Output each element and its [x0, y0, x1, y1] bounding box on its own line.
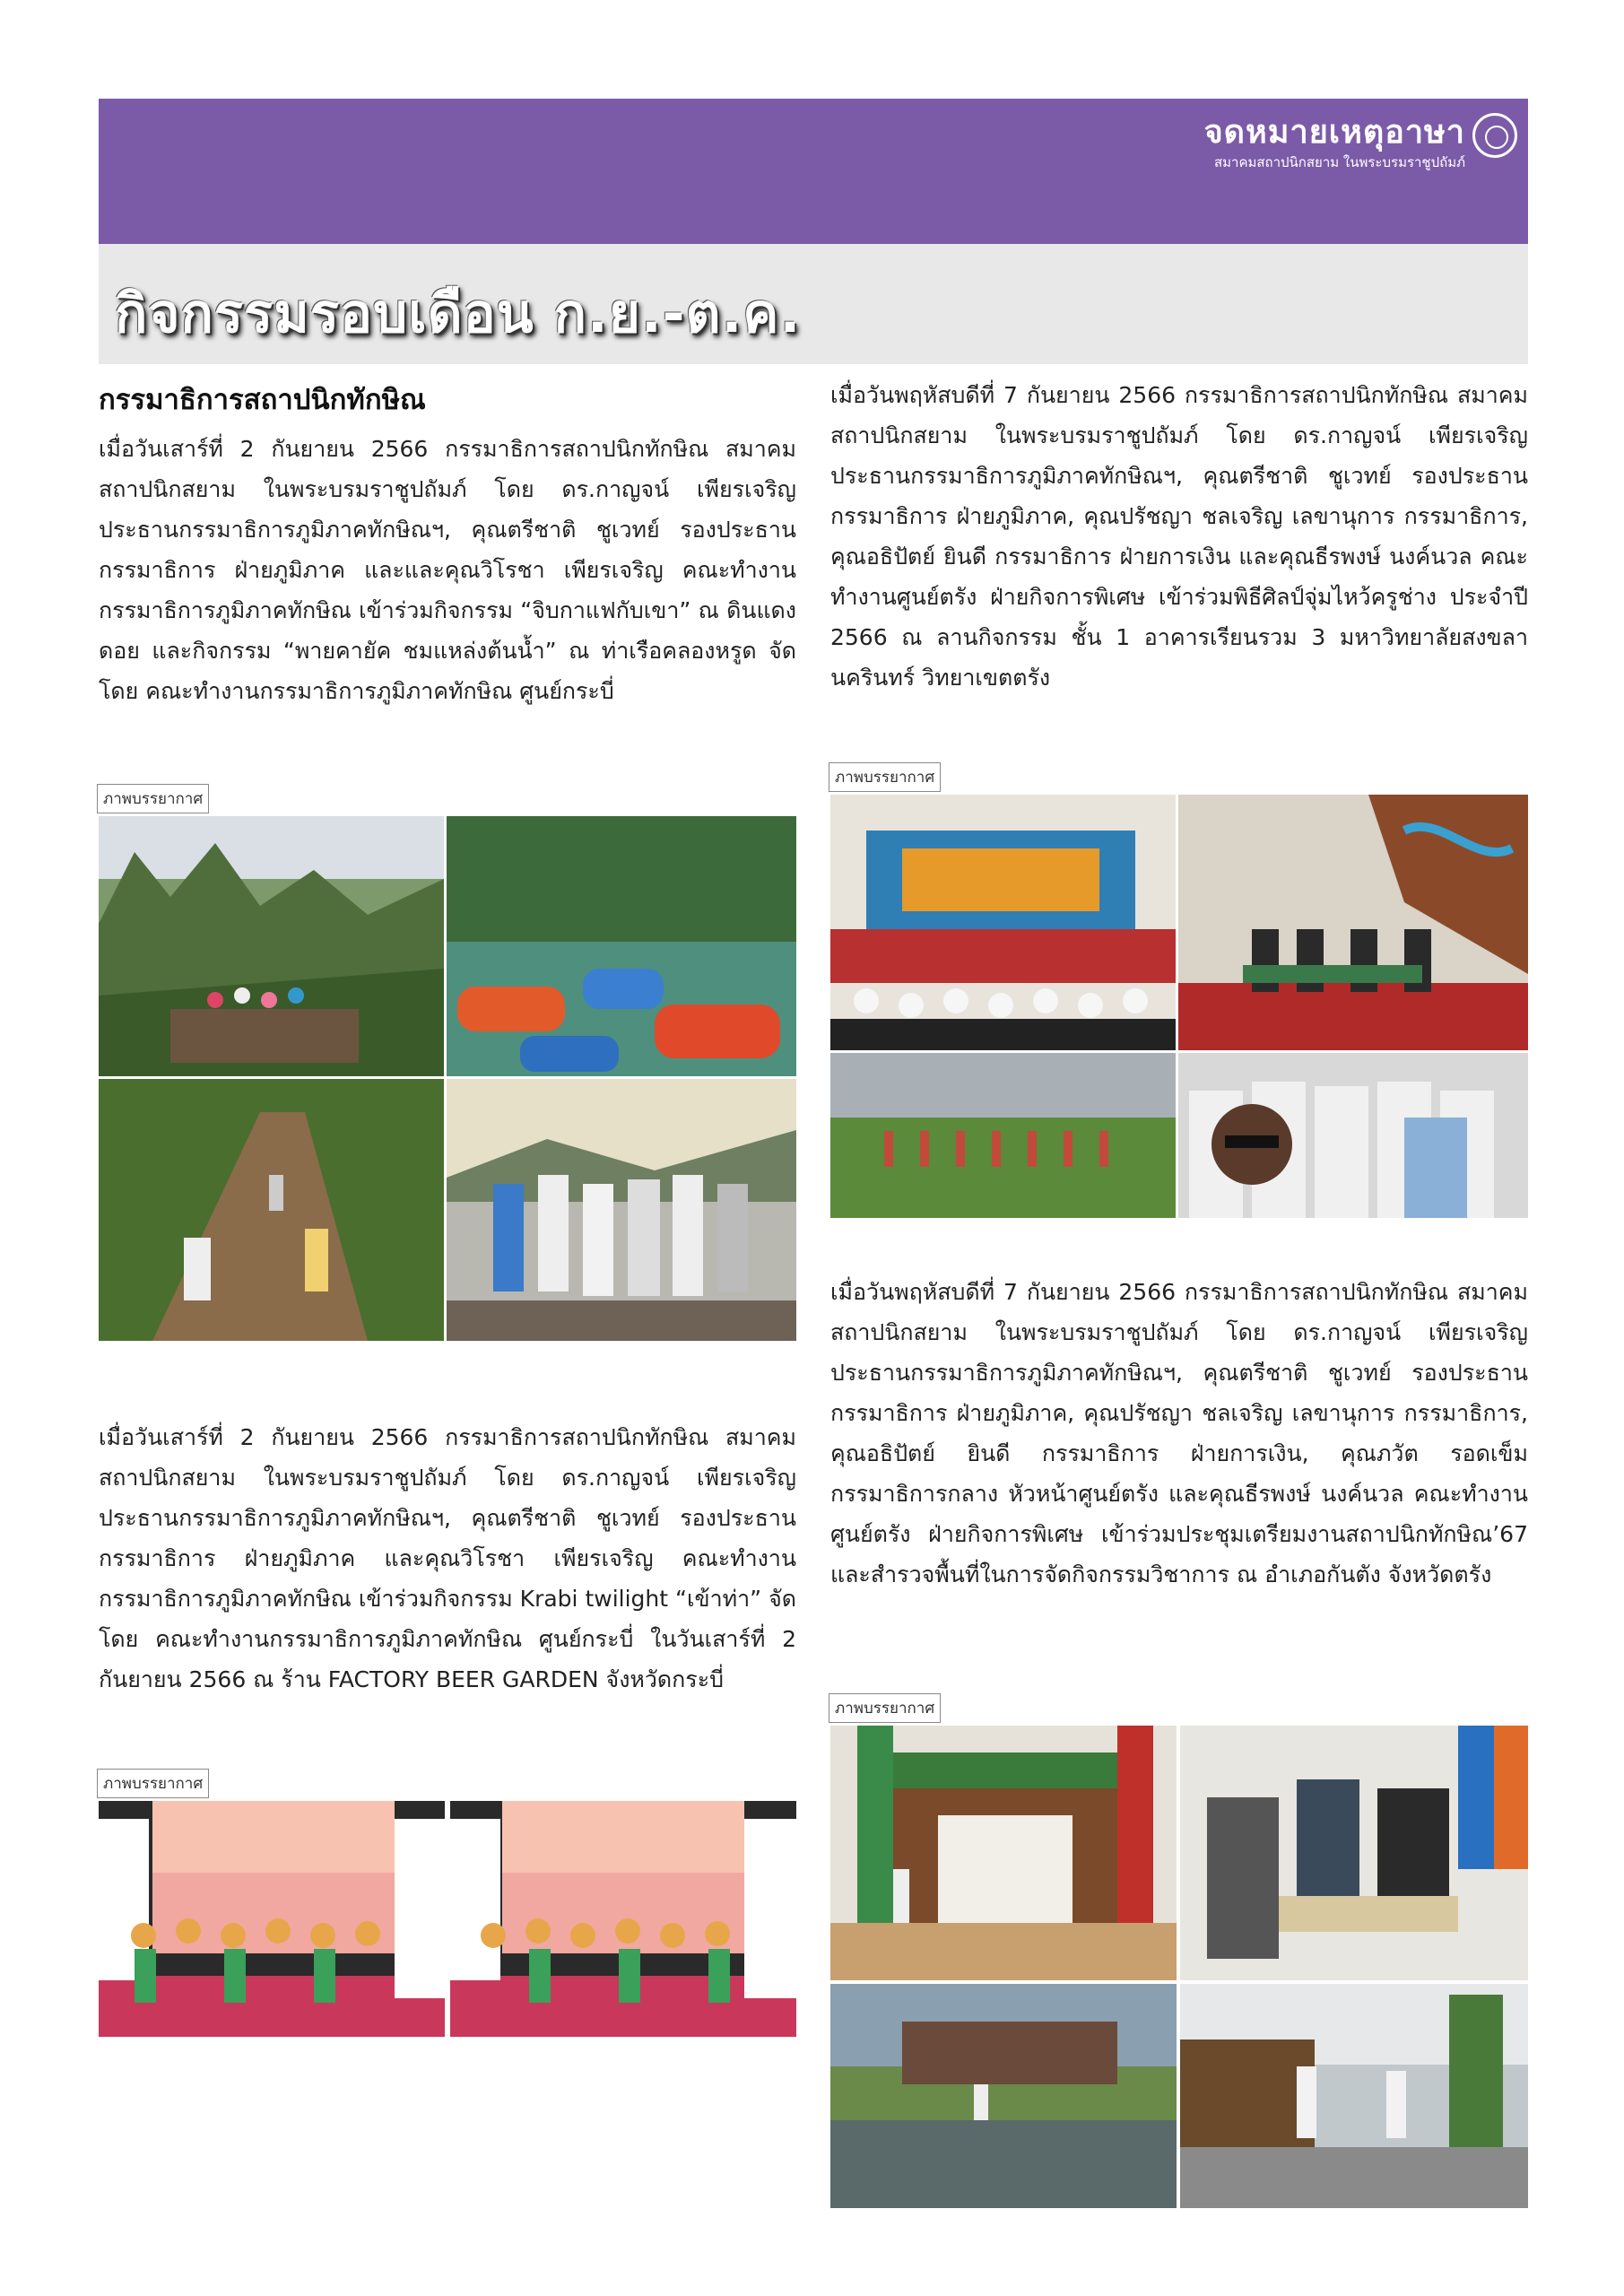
- photo-caption-4: ภาพบรรยากาศ: [829, 1693, 941, 1723]
- photo-krabi-twilight-event: [99, 1801, 796, 2037]
- title-band: [99, 244, 1528, 364]
- event-image: [99, 1801, 796, 2037]
- section-title: กรรมาธิการสถาปนิกทักษิณ: [99, 384, 426, 416]
- page-title: กิจกรรมรอบเดือน ก.ย.-ต.ค.: [115, 283, 802, 345]
- publication-title: จดหมายเหตุอาษา: [1203, 114, 1465, 151]
- photo-caption-1: ภาพบรรยากาศ: [97, 784, 209, 813]
- photo-collage-ceremony-trang: [830, 795, 1528, 1218]
- right-paragraph-2: เมื่อวันพฤหัสบดีที่ 7 กันยายน 2566 กรรมาธิการสถาปนิกทักษิณ สมาคมสถาปนิกสยาม ในพระบรมราชูปถัมภ์ โดย ดร.กาญจน์ เพียรเจริญ ประธานกรรมาธิการภูมิภาคทักษิณฯ, คุณตรีชาติ ชูเวทย์ รองประธานกรรมาธิการ ฝ่ายภูมิภาค, คุณปรัชญา ชลเจริญ เลขานุการ กรรมาธิการ, คุณอธิปัตย์ ยินดี กรรมาธิการ ฝ่ายการเงิน, คุณภวัต รอดเข็ม กรรมาธิการกลาง หัวหน้าศูนย์ตรัง และคุณธีรพงษ์ นงค์นวล คณะทำงานศูนย์ตรัง ฝ่ายกิจการพิเศษ เข้าร่วมประชุมเตรียมงานสถาปนิกทักษิณ’67 และสำรวจพื้นที่ในการจัดกิจกรรมวิชาการ ณ อำเภอกันตัง จังหวัดตรัง: [830, 1279, 1528, 1587]
- photo-collage-krabi-nature: [99, 816, 796, 1341]
- ceremony-image: [830, 795, 1528, 1218]
- publication-subtitle: สมาคมสถาปนิกสยาม ในพระบรมราชูปถัมภ์: [1213, 154, 1465, 170]
- header-band: [99, 99, 1528, 244]
- photo-caption-2: ภาพบรรยากาศ: [829, 762, 941, 792]
- collage-image: [99, 816, 796, 1341]
- brand-block: [1204, 113, 1465, 172]
- right-paragraph-1: เมื่อวันพฤหัสบดีที่ 7 กันยายน 2566 กรรมาธิการสถาปนิกทักษิณ สมาคมสถาปนิกสยาม ในพระบรมราชูปถัมภ์ โดย ดร.กาญจน์ เพียรเจริญ ประธานกรรมาธิการภูมิภาคทักษิณฯ, คุณตรีชาติ ชูเวทย์ รองประธานกรรมาธิการ ฝ่ายภูมิภาค, คุณปรัชญา ชลเจริญ เลขานุการ กรรมาธิการ, คุณอธิปัตย์ ยินดี กรรมาธิการ ฝ่ายการเงิน และคุณธีรพงษ์ นงค์นวล คณะทำงานศูนย์ตรัง ฝ่ายกิจการพิเศษ เข้าร่วมพิธีศิลป์จุ่มไหว้ครูช่าง ประจำปี 2566 ณ ลานกิจกรรม ชั้น 1 อาคารเรียนรวม 3 มหาวิทยาลัยสงขลานครินทร์ วิทยาเขตตรัง: [830, 382, 1528, 691]
- photo-caption-3: ภาพบรรยากาศ: [97, 1769, 209, 1798]
- left-paragraph-2: เมื่อวันเสาร์ที่ 2 กันยายน 2566 กรรมาธิการสถาปนิกทักษิณ สมาคมสถาปนิกสยาม ในพระบรมราชูปถัมภ์ โดย ดร.กาญจน์ เพียรเจริญ ประธานกรรมาธิการภูมิภาคทักษิณฯ, คุณตรีชาติ ชูเวทย์ รองประธานกรรมาธิการ ฝ่ายภูมิภาค และคุณวิโรชา เพียรเจริญ คณะทำงานกรรมาธิการภูมิภาคทักษิณ เข้าร่วมกิจกรรม Krabi twilight “เข้าท่า” จัดโดย คณะทำงานกรรมาธิการภูมิภาคทักษิณ ศูนย์กระบี่ ในวันเสาร์ที่ 2 กันยายน 2566 ณ ร้าน FACTORY BEER GARDEN จังหวัดกระบี่: [99, 1424, 796, 1692]
- left-paragraph-1: เมื่อวันเสาร์ที่ 2 กันยายน 2566 กรรมาธิการสถาปนิกทักษิณ สมาคมสถาปนิกสยาม ในพระบรมราชูปถัมภ์ โดย ดร.กาญจน์ เพียรเจริญ ประธานกรรมาธิการภูมิภาคทักษิณฯ, คุณตรีชาติ ชูเวทย์ รองประธานกรรมาธิการ ฝ่ายภูมิภาค และและคุณวิโรชา เพียรเจริญ คณะทำงานกรรมาธิการภูมิภาคทักษิณ เข้าร่วมกิจกรรม “จิบกาแฟกับเขา” ณ ดินแดงดอย และกิจกรรม “พายคายัค ชมแหล่งต้นน้ำ” ณ ท่าเรือคลองหรูด จัดโดย คณะทำงานกรรมาธิการภูมิภาคทักษิณ ศูนย์กระบี่: [99, 436, 796, 704]
- association-seal-icon: [1472, 113, 1517, 158]
- photo-collage-kantang-survey: [830, 1726, 1528, 2208]
- survey-image: [830, 1726, 1528, 2208]
